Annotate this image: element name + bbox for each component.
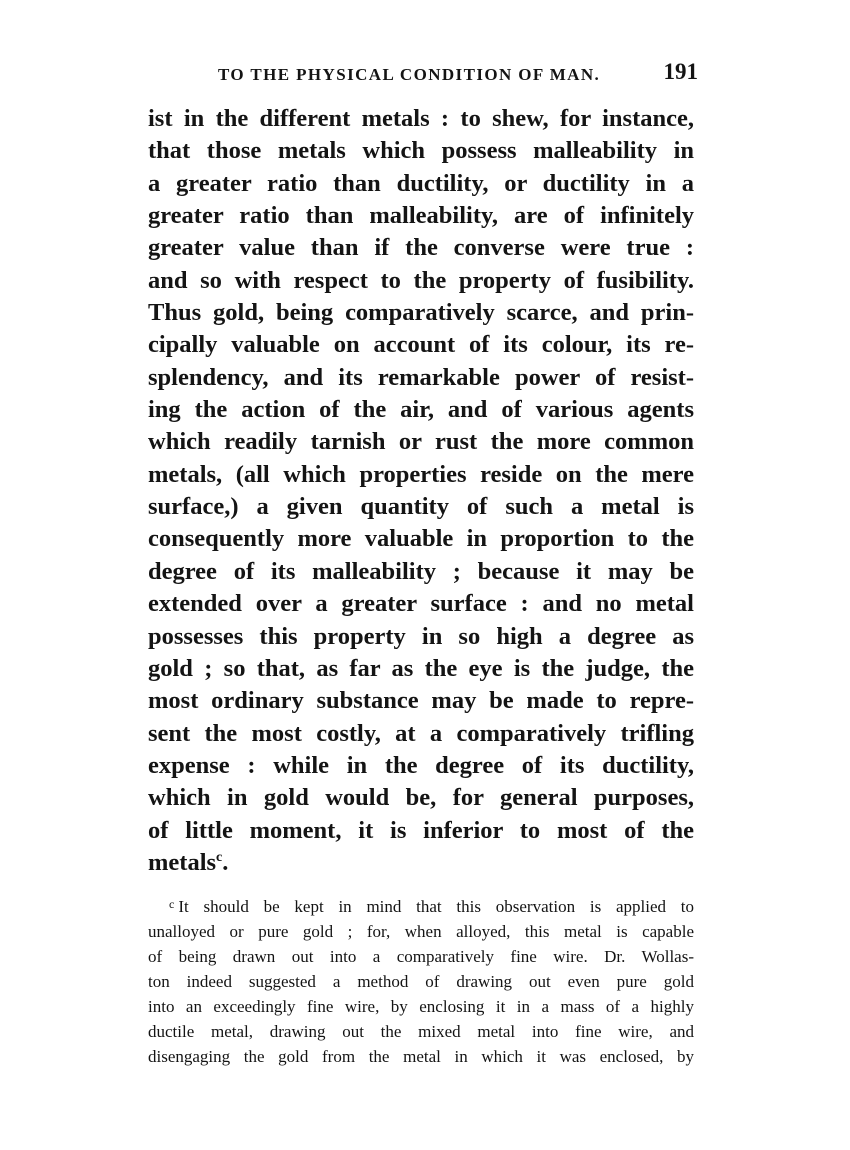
body-line: Thus gold, being comparatively scarce, and prin- [148,299,694,327]
body-line: extended over a greater surface : and no metal [148,590,694,618]
body-line: consequently more valuable in proportion to the [148,525,694,553]
footnote-line: ductile metal, drawing out the mixed metal into fine wire, and [148,1022,694,1041]
footnote-line: into an exceedingly fine wire, by enclosing it in a mass of a highly [148,997,694,1016]
footnote-line: of being drawn out into a comparatively fine wire. Dr. Wollas- [148,947,694,966]
body-text [148,103,694,879]
body-line: metals, (all which properties reside on the mere [148,460,694,488]
body-line: cipally valuable on account of its colour, its re- [148,331,694,359]
body-line: a greater ratio than ductility, or ductility in a [148,169,694,197]
body-line: greater ratio than malleability, are of infinitely [148,202,694,230]
body-line: and so with respect to the property of fusibility. [148,266,694,294]
body-line: possesses this property in so high a degree as [148,622,694,650]
body-last-punctuation: . [222,848,229,876]
footnote-marker: c [169,897,175,911]
footnote-reference[interactable]: c [216,849,223,865]
page-number: 191 [663,59,698,84]
body-line: gold ; so that, as far as the eye is the judge, the [148,654,694,682]
body-line: ing the action of the air, and of various agents [148,396,694,424]
footnote-line: disengaging the gold from the metal in which it was enclosed, by [148,1047,694,1066]
body-line: which readily tarnish or rust the more common [148,428,694,456]
body-line: sent the most costly, at a comparatively trifling [148,719,694,747]
body-line: ist in the different metals : to shew, for instance, [148,105,694,132]
body-line: of little moment, it is inferior to most of the [148,816,694,844]
footnote-line: unalloyed or pure gold ; for, when alloyed, this metal is capable [148,922,694,941]
body-line: expense : while in the degree of its ductility, [148,751,694,779]
footnote-line [148,894,694,919]
body-line: splendency, and its remarkable power of resist- [148,363,694,391]
footnote-line-text: It should be kept in mind that this observation is applied to [178,897,694,916]
body-line: most ordinary substance may be made to repre- [148,687,694,715]
body-line: surface,) a given quantity of such a metal is [148,493,694,521]
body-line: which in gold would be, for general purposes, [148,784,694,812]
body-last-word: metals [148,848,217,876]
running-title: TO THE PHYSICAL CONDITION OF MAN. [218,65,601,84]
body-line: greater value than if the converse were true : [148,234,694,262]
footnote [148,894,694,1069]
body-last-line [148,847,694,879]
footnote-line: ton indeed suggested a method of drawing out even pure gold [148,972,694,991]
body-line: degree of its malleability ; because it may be [148,557,694,585]
body-line: that those metals which possess malleability in [148,137,694,165]
running-head [218,59,698,88]
